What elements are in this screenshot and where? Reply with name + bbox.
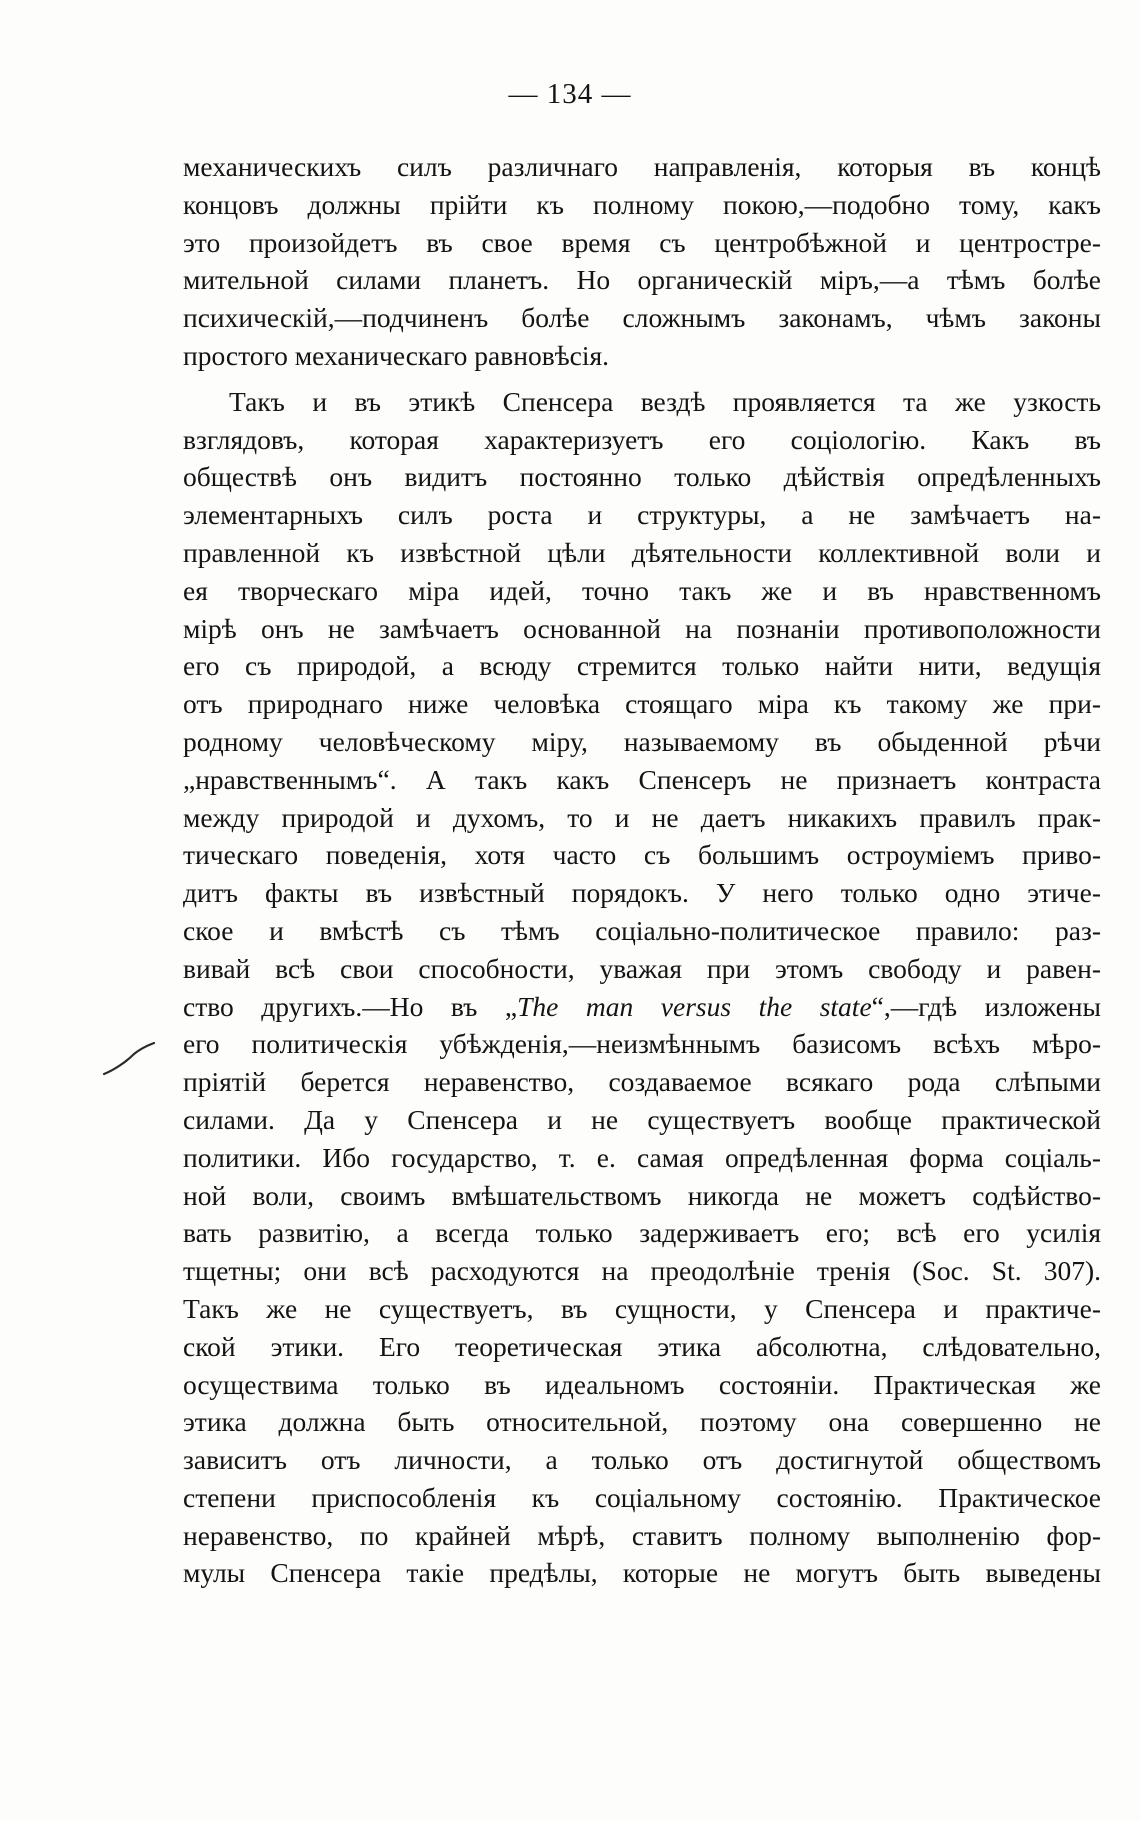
text-line: этика должна быть относительной, поэтому она совершенно не bbox=[183, 1406, 1101, 1438]
text-line: простого механическаго равновѣсія. bbox=[183, 339, 609, 371]
text-line: Такъ и въ этикѣ Спенсера вездѣ проявляется та же узкость bbox=[229, 385, 1101, 417]
text-line: концовъ должны прійти къ полному покою,—подобно тому, какъ bbox=[183, 188, 1101, 220]
text-line: отъ природнаго ниже человѣка стоящаго міра къ такому же при- bbox=[183, 688, 1101, 720]
text-line: его политическія убѣжденія,—неизмѣннымъ базисомъ всѣхъ мѣро- bbox=[183, 1028, 1101, 1060]
text-line: Такъ же не существуетъ, въ сущности, у Спенсера и практиче- bbox=[183, 1292, 1101, 1324]
text-line: его съ природой, а всюду стремится только найти нити, ведущія bbox=[183, 650, 1101, 682]
text-line: дитъ факты въ извѣстный порядокъ. У него только одно этиче- bbox=[183, 877, 1101, 909]
page-number: — 134 — bbox=[508, 78, 632, 110]
text-line: „нравственнымъ“. А такъ какъ Спенсеръ не признаетъ контраста bbox=[183, 763, 1101, 795]
text-segment: ство другихъ.—Но въ „ bbox=[183, 990, 518, 1022]
pencil-stroke-mark-icon bbox=[100, 1040, 160, 1080]
text-line: взглядовъ, которая характеризуетъ его соціологію. Какъ въ bbox=[183, 423, 1101, 455]
text-line: политики. Ибо государство, т. е. самая опредѣленная форма соціаль- bbox=[183, 1141, 1101, 1173]
text-line: вивай всѣ свои способности, уважая при этомъ свободу и равен- bbox=[183, 952, 1101, 984]
text-segment: “,—гдѣ изложены bbox=[871, 990, 1101, 1022]
text-line: родному человѣческому міру, называемому въ обыденной рѣчи bbox=[183, 725, 1101, 757]
text-line: зависитъ отъ личности, а только отъ достигнутой обществомъ bbox=[183, 1444, 1101, 1476]
text-line: осуществима только въ идеальномъ состояніи. Практическая же bbox=[183, 1368, 1101, 1400]
text-line: правленной къ извѣстной цѣли дѣятельности коллективной воли и bbox=[183, 536, 1101, 568]
text-line: ское и вмѣстѣ съ тѣмъ соціально-политическое правило: раз- bbox=[183, 914, 1101, 946]
text-line: тщетны; они всѣ расходуются на преодолѣніе тренія (Soc. St. 307). bbox=[183, 1255, 1101, 1287]
text-line: тическаго поведенія, хотя часто съ большимъ остроуміемъ приво- bbox=[183, 839, 1101, 871]
text-line: неравенство, по крайней мѣрѣ, ставитъ полному выполненію фор- bbox=[183, 1519, 1101, 1551]
text-line: это произойдетъ въ свое время съ центробѣжной и центростре- bbox=[183, 226, 1101, 258]
book-title-italic: The man versus the state bbox=[517, 990, 872, 1022]
text-line: обществѣ онъ видитъ постоянно только дѣйствія опредѣленныхъ bbox=[183, 461, 1101, 493]
body-text bbox=[183, 148, 1101, 1592]
text-line: элементарныхъ силъ роста и структуры, а не замѣчаетъ на- bbox=[183, 499, 1101, 531]
text-line: степени приспособленія къ соціальному состоянію. Практическое bbox=[183, 1481, 1101, 1513]
text-line: вать развитію, а всегда только задерживаетъ его; всѣ его усилія bbox=[183, 1217, 1101, 1249]
text-line-with-title bbox=[183, 988, 1101, 1026]
text-line: мительной силами планетъ. Но органическій міръ,—а тѣмъ болѣе bbox=[183, 264, 1101, 296]
text-line: ской этики. Его теоретическая этика абсолютна, слѣдовательно, bbox=[183, 1330, 1101, 1362]
text-line: пріятій берется неравенство, создаваемое всякаго рода слѣпыми bbox=[183, 1066, 1101, 1098]
text-line: силами. Да у Спенсера и не существуетъ вообще практической bbox=[183, 1103, 1101, 1135]
text-line: механическихъ силъ различнаго направленія, которыя въ концѣ bbox=[183, 151, 1101, 182]
text-line: мулы Спенсера такіе предѣлы, которые не могутъ быть выведены bbox=[183, 1557, 1101, 1589]
text-line: психическій,—подчиненъ болѣе сложнымъ законамъ, чѣмъ законы bbox=[183, 302, 1101, 334]
text-line: мірѣ онъ не замѣчаетъ основанной на познаніи противоположности bbox=[183, 612, 1101, 644]
text-line: между природой и духомъ, то и не даетъ никакихъ правилъ прак- bbox=[183, 801, 1101, 833]
text-line: ея творческаго міра идей, точно такъ же и въ нравственномъ bbox=[183, 574, 1101, 606]
text-line: ной воли, своимъ вмѣшательствомъ никогда не можетъ содѣйство- bbox=[183, 1179, 1101, 1211]
